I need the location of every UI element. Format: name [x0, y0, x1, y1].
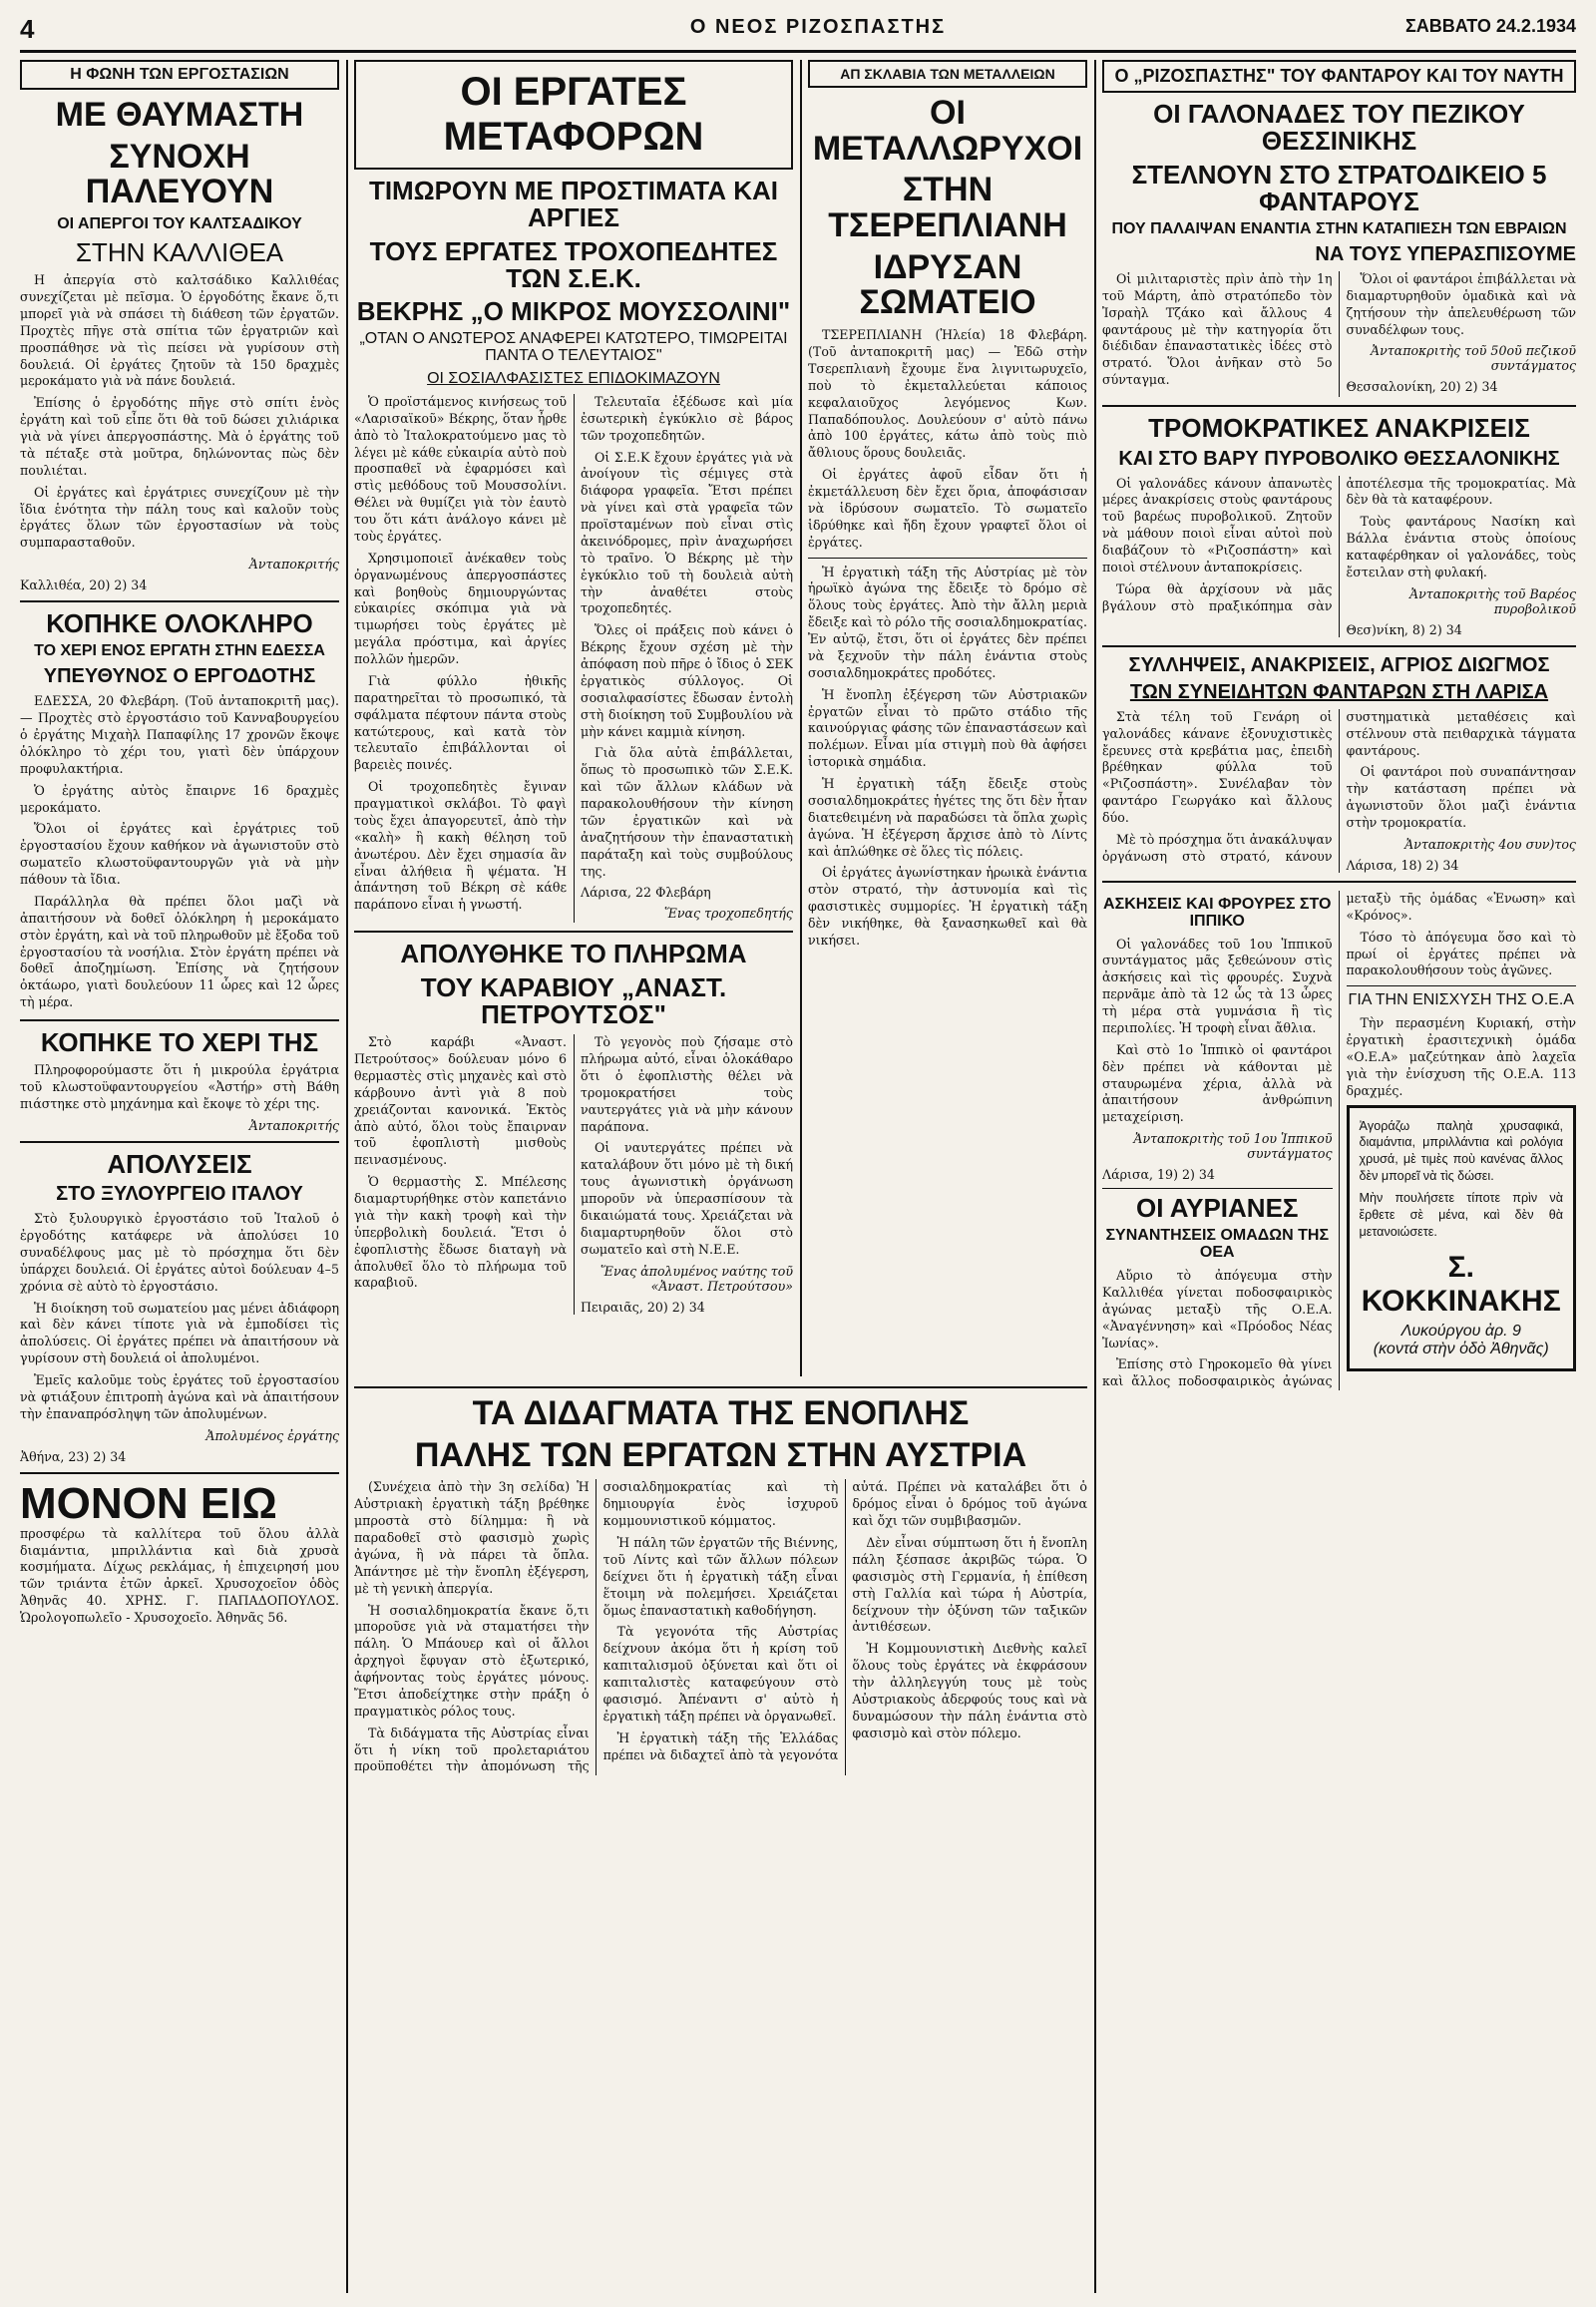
paragraph: Οἱ γαλονάδες κάνουν ἀπανωτὲς μέρες ἀνακρίσεις στοὺς φαντάρους τοῦ βαρέως πυροβολικοῦ. Ζητοῦν νὰ μάθουν ποιοὶ εἶναι αὐτοὶ ποὺ διαβάζουν τὸ «Ριζοσπάστη» καὶ ποιοὶ στέλνουν ἀνταποκρίσεις. [1102, 475, 1333, 575]
headline: ΣΤΕΛΝΟΥΝ ΣΤΟ ΣΤΡΑΤΟΔΙΚΕΙΟ 5 ΦΑΝΤΑΡΟΥΣ [1131, 159, 1547, 216]
paragraph: Δὲν εἶναι σύμπτωση ὅτι ἡ ἔνοπλη πάλη ξέσπασε ἀκριβῶς τώρα. Ὁ φασισμὸς στὴ Γερμανία, ἡ ἐπίθεση στὴ Γαλλία καὶ τώρα ἡ Αὐστρία, δείχνουν τὴν ὀξύνση τῶν ταξικῶν ἀντιθέσεων. [852, 1535, 1087, 1635]
paragraph: Τὴν περασμένη Κυριακή, στὴν ἐργατικὴ ἐρασιτεχνικὴ ὁμάδα «Ο.Ε.Α» μαζεύτηκαν ἀπὸ λαχεῖα γιὰ τὴν ἐνίσχυση τῆς Ο.Ε.Α. 113 δραχμές. [1346, 1015, 1576, 1098]
article-body [354, 1479, 1087, 1775]
section-title: ΑΠ ΣΚΛΑΒΙΑ ΤΩΝ ΜΕΤΑΛΛΕΙΩΝ [808, 60, 1087, 88]
advertisement-kokkinakis [1347, 1105, 1577, 1371]
column-3 [808, 60, 1087, 1376]
headline: ΟΙ ΓΑΛΟΝΑΔΕΣ ΤΟΥ ΠΕΖΙΚΟΥ ΘΕΣΣΙΝΙΚΗΣ [1153, 99, 1525, 157]
paragraph: Αὔριο τὸ ἀπόγευμα στὴν Καλλιθέα γίνεται ποδοσφαιρικὸς ἀγώνας μεταξὺ τῆς Ο.Ε.Α. «Ἀναγέννηση» καὶ «Πρόοδος Νέας Ἰωνίας». [1102, 1268, 1333, 1350]
article-larissa-arrests [1102, 655, 1576, 873]
divider [1347, 985, 1577, 986]
subheadline: ΣΤΗΝ ΚΑΛΛΙΘΕΑ [75, 236, 284, 267]
ad-address: Λυκούργου ἀρ. 9 [1400, 1322, 1521, 1340]
subheadline: ΟΙ ΣΟΣΙΑΛΦΑΣΙΣΤΕΣ ΕΠΙΔΟΚΙΜΑΖΟΥΝ [427, 370, 720, 388]
paragraph: ΤΣΕΡΕΠΛΙΑΝΗ (Ἠλεία) 18 Φλεβάρη. (Τοῦ ἀνταποκριτῆ μας) — Ἐδῶ στὴν Τσερεπλιανὴ ἔχουμε ἕνα λιγνιτωρυχεῖο, ποὺ τὸ ἐκμεταλλεύεται κάποιος κεφαλαιοῦχος λεγόμενος Κων. Παπαδόπουλος. Δουλεύουν σ' αὐτὸ πάνω ἀπὸ 100 ἐργάτες, κάτω ἀπὸ τοὺς πιὸ ἄθλιους ὅρους δουλειᾶς. [808, 327, 1087, 461]
headline: ΑΠΟΛΥΘΗΚΕ ΤΟ ΠΛΗΡΩΜΑ [400, 939, 747, 969]
headline: ΑΠΟΛΥΣΕΙΣ [107, 1148, 252, 1179]
article-body [354, 394, 793, 923]
signature: Ἀνταποκριτὴς τοῦ 1ου Ἱππικοῦ συντάγματος [1133, 1131, 1333, 1162]
divider [1102, 881, 1576, 883]
signature: Ἀνταποκριτής [248, 557, 339, 573]
dateline: Θεσ)νίκη, 8) 2) 34 [1346, 621, 1462, 637]
page-date: ΣΑΒΒΑΤΟ 24.2.1934 [1404, 16, 1576, 36]
article-edessa [20, 610, 339, 1011]
article-body [1102, 271, 1576, 397]
paragraph: Ὅλες οἱ πράξεις ποὺ κάνει ὁ Βέκρης ἔχουν σχέση μὲ τὴν ἀπόφαση ποὺ πῆρε ὁ ἴδιος ὁ ΣΕΚ ἐργατικὸς σύλλογος. Οἱ σοσιαλφασίστες ἔδωσαν ἐντολὴ στὴ διοίκηση τοῦ Συμβουλίου νὰ μὴν κάνει καμμιὰ κίνηση. [581, 622, 793, 739]
subheadline: ΥΠΕΥΘΥΝΟΣ Ο ΕΡΓΟΔΟΤΗΣ [43, 665, 316, 688]
divider [20, 1472, 339, 1474]
paragraph: Ὅλοι οἱ φαντάροι ἐπιβάλλεται νὰ διαμαρτυρηθοῦν ὁμαδικὰ καὶ νὰ ζητήσουν τὴν ἀπελευθέρωση τῶν συναδέλφων τους. [1346, 270, 1576, 337]
headline: ΓΙΑ ΤΗΝ ΕΝΙΣΧΥΣΗ ΤΗΣ Ο.Ε.Α [1348, 991, 1574, 1009]
dateline: Λάρισα, 18) 2) 34 [1346, 857, 1459, 873]
paragraph: Τελευταῖα ἐξέδωσε καὶ μία ἐσωτερικὴ ἐγκύκλιο σὲ βάρος τῶν τροχοπεδητῶν. [581, 393, 793, 443]
subheadline: ΣΥΝΑΝΤΗΣΕΙΣ ΟΜΑΔΩΝ ΤΗΣ ΟΕΑ [1105, 1227, 1330, 1262]
headline: ΜΕ ΘΑΥΜΑΣΤΗ [55, 96, 304, 134]
paragraph: Ἐπίσης ὁ ἐργοδότης πῆγε στὸ σπίτι ἑνὸς ἐργάτη καὶ τοῦ εἶπε ὅτι θὰ τοῦ δώσει χιλιάρικα γιὰ νὰ γίνει ἀπεργοσπάστης. Μὰ ὁ ἐργάτης τοῦ τὰ πέταξε στὰ μοῦτρα, δηλώνοντας πὼς δὲν πουλιέται. [20, 395, 339, 478]
divider [20, 600, 339, 602]
paragraph: Ὁ προϊστάμενος κινήσεως τοῦ «Λαρισαϊκοῦ» Βέκρης, ὅταν ἦρθε ἀπὸ τὸ Ἰταλοκρατούμενο μας τὸ λέγει μὲ κάθε εὐκαιρία αὐτὸ ποὺ προσπαθεῖ νὰ ἐφαρμόσει καὶ στὶς μεθόδους τοῦ Μουσσολίνι. Θέλει νὰ θυμίζει γιὰ τὸν ἑαυτὸ του ὅτι κάτι ἀνάλογο κάνει μὲ τοὺς ἐργάτες. [354, 393, 567, 544]
page-number: 4 [20, 14, 35, 44]
headline: ΑΣΚΗΣΕΙΣ ΚΑΙ ΦΡΟΥΡΕΣ ΣΤΟ ΙΠΠΙΚΟ [1103, 895, 1332, 930]
masthead [20, 10, 1576, 53]
subheadline: ΤΟ ΧΕΡΙ ΕΝΟΣ ΕΡΓΑΤΗ ΣΤΗΝ ΕΔΕΣΣΑ [34, 642, 325, 660]
paragraph: Οἱ μιλιταριστὲς πρὶν ἀπὸ τὴν 1η τοῦ Μάρτη, ἀπὸ στρατόπεδο τὸν Ἰσραὴλ Τζάκο καὶ ἄλλους 4 φαντάρους μὲ τὴν κατηγορία ὅτι διέδιδαν ἐπαναστατικὲς ἰδέες στὸ στρατό. Ὅλοι ἀνῆκαν στὸ 5ο σύνταγμα. [1102, 270, 1333, 388]
dateline: Πειραιᾶς, 20) 2) 34 [581, 1299, 705, 1315]
paragraph: Οἱ ναυτεργάτες πρέπει νὰ καταλάβουν ὅτι μόνο μὲ τὴ δική τους ἀγωνιστικὴ ὀργάνωση μποροῦν νὰ ὑπερασπίσουν τὰ δικαιώματά τους. Χρειάζεται νὰ διαμαρτυρηθοῦν ὅλοι στὸ σωματεῖο καὶ στὴ Ν.Ε.Ε. [581, 1140, 793, 1257]
paragraph: Ἡ ἐργατικὴ τάξη ἔδειξε στοὺς σοσιαλδημοκράτες ἡγέτες της ὅτι δὲν ἦταν διατεθειμένη νὰ παραδώσει τὰ ὅπλα χωρὶς ἀγώνα. Ἡ ἐξέγερση ἄρχισε ἀπὸ τὸ Λίντς καὶ ἁπλώθηκε σὲ ὅλες τὶς πόλεις. [808, 776, 1087, 859]
austria-lessons-article [354, 1386, 1087, 2293]
ad-name: Σ. ΚΟΚΚΙΝΑΚΗΣ [1361, 1250, 1561, 1318]
paragraph: ΕΔΕΣΣΑ, 20 Φλεβάρη. (Τοῦ ἀνταποκριτῆ μας). — Προχτὲς στὸ ἐργοστάσιο τοῦ Κανναβουργείου ὁ ἐργάτης Μιχαὴλ Παπαφίλης 17 χρονῶν ἔκοψε ὁλόκληρο τὸ χέρι του, γιατὶ δὲν ὑπάρχουν προφυλακτήρια. [20, 693, 339, 776]
paragraph: Οἱ ἐργάτες καὶ ἐργάτριες συνεχίζουν μὲ τὴν ἴδια ἑνότητα τὴν πάλη τους καὶ καλοῦν τοὺς ἐργάτες ὅλων τῶν ἐργοστασίων νὰ τοὺς συμπαρασταθοῦν. [20, 484, 339, 551]
article-terror-interrogations [1102, 415, 1576, 637]
paragraph: Ἡ ἐργατικὴ τάξη τῆς Αὐστρίας μὲ τὸν ἡρωϊκὸ ἀγώνα της ἔδειξε τὸ δρόμο σὲ ὅλους τοὺς ἐργάτες. Ἀπὸ τὴν ἄλλη μεριὰ ἔδειξε καὶ τὸ ρόλο τῆς σοσιαλδημοκρατίας. Ἐν αὐτῷ, ἔτσι, ὅτι οἱ ἐργάτες δὲν πρέπει νὰ ξεχνοῦν τὴν πάλη ἐνάντια στοὺς σοσιαλδημοκράτες προδότες. [808, 564, 1087, 680]
signature: Ἀνταποκριτὴς τοῦ Βαρέος πυροβολικοῦ [1408, 585, 1576, 616]
paragraph: Οἱ Σ.Ε.Κ ἔχουν ἐργάτες γιὰ νὰ ἀνοίγουν τὶς σέμιγες στὰ διάφορα γραφεῖα. Ἔτσι πρέπει νὰ γίνει καὶ στὰ γραφεῖα τῶν προϊσταμένων ποὺ εἶναι στὶς ἀκεινόδρομες, πρὶν ἀναχωρήσει τὸ τραῖνο. Ὁ Βέκρης μὲ τὴν ἐγκύκλιο τοῦ τὴ δουλειὰ αὐτὴ τὴν ἀναθέτει στοὺς τροχοπεδητές. [581, 449, 793, 616]
paragraph: Ἡ ἐργατικὴ τάξη τῆς Ἑλλάδας πρέπει νὰ διδαχτεῖ ἀπὸ τὰ γεγονότα αὐτά. Πρέπει νὰ καταλάβει ὅτι ὁ δρόμος εἶναι ὁ δρόμος τοῦ ἀγώνα καὶ ὄχι τῶν συμβιβασμῶν. [602, 1479, 1087, 1762]
paragraph: Παράλληλα θὰ πρέπει ὅλοι μαζὶ νὰ ἀπαιτήσουν νὰ δοθεῖ ὁλόκληρη ἡ μεροκάματο στὸν ἐργάτη, καὶ νὰ τοῦ πληρωθοῦν μὲ ἔξοδα τοῦ ἐργοστασίου τὰ νοσήλια. Στὸν ἐργάτη πρέπει νὰ δοθεῖ ἀποζημίωση. Ἐπίσης νὰ ζητήσουν ὀκτάωρο, γιατὶ δουλεύουν 11 ὧρες καὶ 12 ὧρες τὴ μέρα. [20, 893, 339, 1010]
paragraph: Τώρα θὰ ἀρχίσουν νὰ μᾶς βγάλουν στὸ πραξικόπημα σὰν ἀποτέλεσμα τῆς τρομοκρατίας. Μὰ δὲν θὰ τὰ καταφέρουν. [1102, 475, 1576, 613]
subheadline: ΟΙ ΑΠΕΡΓΟΙ ΤΟΥ ΚΑΛΤΣΑΔΙΚΟΥ [57, 215, 302, 233]
headline: ΟΙ ΜΕΤΑΛΛΩΡΥΧΟΙ [812, 94, 1083, 168]
paragraph: Οἱ ἐργάτες ἀγωνίστηκαν ἡρωικὰ ἐνάντια στὸν στρατό, τὴν ἀστυνομία καὶ τὶς φασιστικὲς συμμορίες. Ἡ ἐργατικὴ τάξη δὲν νικήθηκε, θὰ ξανασηκωθεῖ καὶ θὰ νικήσει. [808, 865, 1087, 948]
column-rule [346, 60, 348, 2293]
paragraph: Γιὰ φύλλο ἠθικῆς παρατηρεῖται τὸ προσωπικό, τὰ σφάλματα πέφτουν πάντα στοὺς κατώτερους, καὶ κατὰ τὸν τελευταῖο ἐπιβάλλονται οἱ βαρειὲς ποινές. [354, 672, 567, 773]
paragraph: Τόσο τὸ ἀπόγευμα ὅσο καὶ τὸ πρωί οἱ ἐργάτες πρέπει νὰ παρακολουθήσουν τοὺς ἀγῶνες. [1346, 929, 1576, 978]
paragraph: Ὁ ἐργάτης αὐτὸς ἔπαιρνε 16 δραχμὲς μεροκάματο. [20, 782, 339, 815]
subheadline: „ΟΤΑΝ Ο ΑΝΩΤΕΡΟΣ ΑΝΑΦΕΡΕΙ ΚΑΤΩΤΕΡΟ, ΤΙΜΩΡΕΙΤΑΙ ΠΑΝΤΑ Ο ΤΕΛΕΥΤΑΙΟΣ" [359, 330, 788, 365]
paragraph: Στὸ καράβι «Ἀναστ. Πετρούτσος» δούλευαν μόνο 6 θερμαστὲς στὶς μηχανὲς καὶ στὸ κάρβουνο ἀντὶ γιὰ 8 ποὺ χρειάζονται κανονικά. Ἐκτὸς ἀπὸ αὐτό, ὅλοι τοὺς ἔπαιρναν τοῦ ἐφοπλιστὴ μισθοὺς πεινασμένους. [354, 1034, 567, 1168]
signature: Ἀνταποκριτὴς 4ου συν)τος [1404, 836, 1576, 852]
ad-text: Μὴν πουλήσετε τίποτε πρὶν νὰ ἔρθετε σὲ μένα, καὶ δὲν θὰ μετανοιώσετε. [1359, 1191, 1563, 1239]
divider [20, 1141, 339, 1143]
article-transport-workers [354, 178, 793, 923]
headline: ΤΙΜΩΡΟΥΝ ΜΕ ΠΡΟΣΤΙΜΑΤΑ ΚΑΙ ΑΡΓΙΕΣ [368, 176, 779, 233]
headline: ΣΥΛΛΗΨΕΙΣ, ΑΝΑΚΡΙΣΕΙΣ, ΑΓΡΙΟΣ ΔΙΩΓΜΟΣ [1128, 653, 1550, 676]
paragraph: Ἡ σοσιαλδημοκρατία ἔκανε ὅ,τι μποροῦσε γιὰ νὰ σταματήσει τὴν πάλη. Ὁ Μπάουερ καὶ οἱ ἄλλοι ἀρχηγοὶ ἔφυγαν στὸ ἐξωτερικό, ἀφήνοντας τοὺς ἐργάτες μόνους. Ἔτσι ἀποδείχτηκε στὴν πράξη ὁ πραγματικὸς ρόλος τους. [354, 1602, 590, 1719]
column-rule [800, 60, 802, 1376]
article-hand [20, 1029, 339, 1133]
paragraph: Οἱ ἐργάτες ἀφοῦ εἶδαν ὅτι ἡ ἐκμετάλλευση δὲν ἔχει ὅρια, ἀποφάσισαν νὰ ἱδρύσουν σωματεῖο. Τὸ σωματεῖο ἱδρύθηκε καὶ ἤδη ἔχουν γραφτεῖ ὅλοι οἱ ἐργάτες. [808, 467, 1087, 550]
paragraph: Ἡ πάλη τῶν ἐργατῶν τῆς Βιέννης, τοῦ Λίντς καὶ τῶν ἄλλων πόλεων δείχνει ὅτι ἡ ἐργατικὴ τάξη εἶναι ἕτοιμη νὰ πολεμήσει. Χρειάζεται ὅμως ἐπαναστατικὴ καθοδήγηση. [602, 1535, 839, 1618]
paragraph: Οἱ γαλονάδες τοῦ 1ου Ἱππικοῦ συντάγματος μᾶς ξεθεώνουν στὶς ἀσκήσεις καὶ τὶς φρουρές. Συχνὰ περνᾶμε ἀπὸ τὰ 12 ὧς τὰ 13 ὧρες τὴ μέρα στὰ γυμνάσια ἢ τὶς περιπολίες. Ἡ τροφὴ εἶναι ἄθλια. [1102, 936, 1333, 1035]
column-1 [20, 60, 339, 2293]
ad-headline: ΜΟΝΟΝ ΕΙΩ [20, 1478, 277, 1528]
banner-title: ΟΙ ΕΡΓΑΤΕΣ ΜΕΤΑΦΟΡΩΝ [354, 60, 793, 170]
paragraph: (Συνέχεια ἀπὸ τὴν 3η σελίδα) Ἡ Αὐστριακὴ ἐργατικὴ τάξη βρέθηκε μπροστὰ στὸ δίλημμα: ἢ νὰ παραδοθεῖ στὸ φασισμὸ χωρὶς ἀγώνα, ἢ νὰ πάρει τὰ ὅπλα. Ἀπάντησε μὲ τὴν ἔνοπλη ἐξέγερση, μὲ τὴ γενικὴ ἀπεργία. [354, 1479, 590, 1596]
paragraph: Ἐπίσης στὸ Γηροκομεῖο θὰ γίνει καὶ ἄλλος ποδοσφαιρικὸς ἀγώνας μεταξὺ τῆς ὁμάδας «Ἑνωση» καὶ «Κρόνος». [1102, 890, 1576, 1389]
section-title: Η ΦΩΝΗ ΤΩΝ ΕΡΓΟΣΤΑΣΙΩΝ [20, 60, 339, 90]
divider [808, 558, 1087, 559]
article-dismissals [20, 1148, 339, 1464]
divider [20, 1019, 339, 1021]
paragraph: Γιὰ ὅλα αὐτὰ ἐπιβάλλεται, ὅπως τὸ προσωπικὸ τῶν Σ.Ε.Κ. καὶ τῶν ἄλλων κλάδων νὰ παρακολουθήσουν τὴν κίνηση τῶν ἐργατικῶν καὶ νὰ ἀναζητήσουν τὴν ἐπαναστατικὴ παράταξη καὶ τοὺς συμβούλους της. [581, 745, 793, 879]
headline: ΣΤΗΝ ΤΣΕΡΕΠΛΙΑΝΗ [828, 171, 1067, 245]
headline: ΟΙ ΑΥΡΙΑΝΕΣ [1135, 1193, 1299, 1224]
column-2 [354, 60, 793, 1376]
headline: ΤΟΥ ΚΑΡΑΒΙΟΥ „ΑΝΑΣΤ. ΠΕΤΡΟΥΤΣΟΣ" [420, 971, 727, 1029]
article-miners [808, 96, 1087, 552]
column-rule [1094, 60, 1096, 2293]
paragraph: Στὰ τέλη τοῦ Γενάρη οἱ γαλονάδες κάνανε ἐξονυχιστικὲς ἔρευνες στὰ κρεβάτια μας, ἐπειδὴ βρέθηκαν φύλλα τοῦ «Ριζοσπάστη». Συνέλαβαν τὸν φαντάρο Γεωργάκο καὶ ἄλλους δύο. [1102, 708, 1333, 826]
headline: ΤΟΥΣ ΕΡΓΑΤΕΣ ΤΡΟΧΟΠΕΔΗΤΕΣ ΤΩΝ Σ.Ε.Κ. [369, 235, 778, 293]
signature: Ἀπολυμένος ἐργάτης [205, 1427, 339, 1443]
headline: ΚΟΠΗΚΕ ΟΛΟΚΛΗΡΟ [46, 608, 313, 639]
subheadline: ΝΑ ΤΟΥΣ ΥΠΕΡΑΣΠΙΣΟΥΜΕ [1315, 242, 1576, 265]
paragraph: Ὅλοι οἱ ἐργάτες καὶ ἐργάτριες τοῦ ἐργοστασίου ἔχουν καθήκον νὰ ἀγωνιστοῦν στὸ σωματεῖο κλωστοϋφαντουργῶν γιὰ νὰ μὴν πάθουν τὰ ἴδια. [20, 821, 339, 887]
headline: ΒΕΚΡΗΣ „Ο ΜΙΚΡΟΣ ΜΟΥΣΣΟΛΙΝΙ" [356, 296, 791, 327]
column-4 [1102, 60, 1576, 2293]
subheadline: ΚΑΙ ΣΤΟ ΒΑΡΥ ΠΥΡΟΒΟΛΙΚΟ ΘΕΣΣΑΛΟΝΙΚΗΣ [1118, 447, 1560, 470]
article-soldiers-tribunal [1102, 101, 1576, 397]
paragraph: Η ἀπεργία στὸ καλτσάδικο Καλλιθέας συνεχίζεται μὲ πεῖσμα. Ὁ ἐργοδότης ἔκανε ὅ,τι μπορεῖ γιὰ νὰ σπάσει τὴ διάθεση τῶν ἐργατῶν. Προχτὲς πῆγε στὰ σπίτια τῶν ἐργατριῶν καὶ προσπάθησε νὰ τὶς πείσει νὰ γυρίσουν στὴ δουλειά. Οἱ ἐργάτες ζητοῦν τὰ 150 δραχμὲς μεροκάματο γιὰ νὰ πάνε δουλειά. [20, 272, 339, 389]
paragraph: Ἡ ἔνοπλη ἐξέγερση τῶν Αὐστριακῶν ἐργατῶν εἶναι τὸ πρῶτο στάδιο τῆς καινούργιας φάσης τῶν ἐπαναστάσεων καὶ πολέμων. Εἶναι μία στιγμὴ ποὺ θὰ ἀφήσει ἱστορικὰ σημάδια. [808, 686, 1087, 770]
paragraph: Οἱ φαντάροι ποὺ συναπάντησαν τὴν κατάσταση πρέπει νὰ ἀγωνιστοῦν ὅλοι μαζὶ ἐνάντια στὴν τρομοκρατία. [1346, 764, 1576, 831]
paragraph: Τὸ γεγονὸς ποὺ ζήσαμε στὸ πλήρωμα αὐτό, εἶναι ὁλοκάθαρο ὅτι ὁ ἐφοπλιστὴς θέλει νὰ τρομοκρατήσει τοὺς ναυτεργάτες γιὰ νὰ μὴν κάνουν παράπονα. [581, 1034, 793, 1134]
signature: Ἕνας ἀπολυμένος ναύτης τοῦ «Ἀναστ. Πετρούτσου» [599, 1263, 793, 1294]
advertisement-jeweler [20, 1478, 339, 1627]
article-body [1102, 709, 1576, 873]
divider [1102, 1188, 1333, 1189]
subheadline: ΣΤΟ ΞΥΛΟΥΡΓΕΙΟ ΙΤΑΛΟΥ [56, 1183, 303, 1206]
headline: ΚΟΠΗΚΕ ΤΟ ΧΕΡΙ ΤΗΣ [40, 1027, 319, 1057]
paragraph: Ἡ Κομμουνιστικὴ Διεθνὴς καλεῖ ὅλους τοὺς ἐργάτες νὰ ἐκφράσουν τὴν ἀλληλεγγύη τους μὲ τοὺς Αὐστριακοὺς ἀδερφούς τους καὶ νὰ δυναμώσουν τὴν πάλη ἐνάντια στὸ φασισμὸ καὶ στὸν πόλεμο. [852, 1641, 1087, 1740]
divider [354, 931, 793, 933]
article-body [1102, 476, 1576, 637]
subheadline: ΠΟΥ ΠΑΛΑΙΨΑΝ ΕΝΑΝΤΙΑ ΣΤΗΝ ΚΑΤΑΠΙΕΣΗ ΤΩΝ ΕΒΡΑΙΩΝ [1111, 220, 1567, 238]
ad-text: προσφέρω τὰ καλλίτερα τοῦ ὅλου ἀλλὰ διαμάντια, μπριλλάντια καὶ διὰ χρυσὰ κοσμήματα. Δίχως ρεκλάμας, ἡ ἐπιχειρησή μου τῶν τριάντα ἐτῶν ἀρκεῖ. Χρυσοχοεῖον ὁδὸς Ἀθηνᾶς 40. ΧΡΗΣ. Γ. ΠΑΠΑΔΟΠΟΥΛΟΣ. Ὡρολογοπωλεῖο - Χρυσοχοεῖο. Ἀθηνᾶς 56. [20, 1525, 339, 1626]
article-cavalry [1102, 897, 1333, 1182]
paragraph: Ἐμεῖς καλοῦμε τοὺς ἐργάτες τοῦ ἐργοστασίου νὰ φτιάξουν ἐπιτροπὴ ἀγώνα καὶ νὰ ἀπαιτήσουν τὴν ἐπαναπρόσληψη τῶν ἀπολυμένων. [20, 1372, 339, 1421]
lower-columns [1102, 891, 1576, 1390]
dateline: Λάρισα, 19) 2) 34 [1102, 1167, 1215, 1183]
dateline: Καλλιθέα, 20) 2) 34 [20, 577, 148, 593]
dateline: Θεσσαλονίκη, 20) 2) 34 [1346, 379, 1498, 395]
article-austria-continued [808, 565, 1087, 950]
paragraph: Ἡ διοίκηση τοῦ σωματείου μας μένει ἀδιάφορη καὶ δὲν κάνει τίποτε γιὰ νὰ ἐμποδίσει τὶς ἀπολύσεις. Οἱ ἐργάτες πρέπει νὰ ἀπαιτήσουν νὰ γυρίσουν στὴ δουλειά οἱ ἀπολυμένοι. [20, 1300, 339, 1366]
article-kallithea [20, 98, 339, 592]
divider [354, 1386, 1087, 1388]
headline: ΤΡΟΜΟΚΡΑΤΙΚΕΣ ΑΝΑΚΡΙΣΕΙΣ [1148, 413, 1530, 444]
paragraph: Καὶ στὸ 1ο Ἱππικὸ οἱ φαντάροι δὲν πρέπει νὰ κάθονται μὲ σταυρωμένα χέρια, ἀλλὰ νὰ ἀπαιτήσουν ἀνθρώπινη μεταχείριση. [1102, 1041, 1333, 1125]
headline: ΠΑΛΗΣ ΤΩΝ ΕΡΓΑΤΩΝ ΣΤΗΝ ΑΥΣΤΡΙΑ [414, 1435, 1027, 1474]
ad-address: (κοντά στὴν ὁδὸ Ἀθηνᾶς) [1373, 1340, 1549, 1357]
signature: Ἀνταποκριτὴς τοῦ 50οῦ πεζικοῦ συντάγματος [1370, 343, 1576, 374]
article-oea-support [1347, 992, 1577, 1099]
paragraph: Ὁ θερμαστὴς Σ. Μπέλεσης διαμαρτυρήθηκε στὸν καπετάνιο γιὰ τὴν κακὴ τροφὴ καὶ τὴν ὑπερβολικὴ δουλειά. Ἔτσι ὁ ἐφοπλιστὴς ἔδωσε διαταγὴ νὰ ἀπολυθεῖ ὅλο τὸ πλήρωμα τοῦ καραβιοῦ. [354, 1174, 567, 1291]
section-title: Ο „ΡΙΖΟΣΠΑΣΤΗΣ" ΤΟΥ ΦΑΝΤΑΡΟΥ ΚΑΙ ΤΟΥ ΝΑΥΤΗ [1102, 60, 1576, 93]
dateline: Λάρισα, 22 Φλεβάρη [581, 885, 711, 901]
paragraph: Πληροφορούμαστε ὅτι ἡ μικρούλα ἐργάτρια τοῦ κλωστοϋφαντουργείου «Ἀστήρ» στὴ Βάθη πιάστηκε στὸ μηχάνημα καὶ ἔκοψε τὸ χέρι της. [20, 1062, 339, 1112]
divider [1102, 405, 1576, 407]
paragraph: Μὲ τὸ πρόσχημα ὅτι ἀνακάλυψαν ὀργάνωση στὸ στρατό, κάνουν συστηματικὰ μεταθέσεις καὶ στέλνουν στὰ πειθαρχικὰ τάγματα φαντάρους. [1102, 708, 1576, 864]
paper-name: Ο ΝΕΟΣ ΡΙΖΟΣΠΑΣΤΗΣ [689, 16, 947, 38]
paragraph: Τοὺς φαντάρους Νασίκη καὶ Βάλλα ἐνάντια στοὺς ὁποίους καταφέρθηκαν οἱ γαλονάδες, τοὺς ἔστειλαν στὴ φυλακή. [1346, 514, 1576, 579]
headline: ΤΑ ΔΙΔΑΓΜΑΤΑ ΤΗΣ ΕΝΟΠΛΗΣ [472, 1394, 970, 1432]
headline: ΣΥΝΟΧΗ ΠΑΛΕΥΟΥΝ [85, 137, 274, 211]
article-body [354, 1034, 793, 1314]
ad-text: Ἀγοράζω παληὰ χρυσαφικά, διαμάντια, μπριλλάντια καὶ ρολόγια χρυσά, μὲ τιμὲς ποὺ κανένας ἄλλος δὲν μπορεῖ νὰ τὶς δώσει. [1359, 1118, 1563, 1184]
signature: Ἕνας τροχοπεδητής [663, 906, 793, 922]
paragraph: Τὰ διδάγματα τῆς Αὐστρίας εἶναι ὅτι ἡ νίκη τοῦ προλεταριάτου προϋποθέτει τὴν ἀπομόνωση τῆς σοσιαλδημοκρατίας καὶ τὴ δημιουργία ἑνὸς ἰσχυροῦ κομμουνιστικοῦ κόμματος. [354, 1479, 839, 1774]
paragraph: Οἱ τροχοπεδητὲς ἔγιναν πραγματικοὶ σκλάβοι. Τὸ φαγὶ τοὺς ἔχει ἀπαγορευτεῖ, ἀπὸ τὴν «καλὴ» ἢ κακὴ θέληση τοῦ ἀνωτέρου. Δὲν ἔχει σημασία ἂν εἶναι ἀλήθεια ἢ ψέματα. Ἡ ἀπάντηση τοῦ Βέκρη σὲ κάθε παράπονο εἶναι ἡ γνωστή. [354, 779, 567, 913]
article-ship-crew [354, 941, 793, 1314]
paragraph: Χρησιμοποιεῖ ἀνέκαθεν τοὺς ὀργανωμένους ἀπεργοσπάστες καὶ βοηθοὺς δημιουργώντας εὐκαιρίες σκόπιμα γιὰ νὰ τιμωρήσει τοὺς ἐργάτες μὲ μεγάλα πρόστιμα, καὶ ἀργίες πολλῶν ἡμερῶν. [354, 550, 567, 666]
paragraph: Στὸ ξυλουργικὸ ἐργοστάσιο τοῦ Ἰταλοῦ ὁ ἐργοδότης κατάφερε νὰ ἀπολύσει 10 συναδέλφους μας μὲ τὸ πρόσχημα ὅτι δὲν ὑπάρχει δουλειά. Οἱ ἐργάτες αὐτοὶ δούλευαν 4–5 χρόνια σὲ αὐτὸ τὸ ἐργοστάσιο. [20, 1211, 339, 1294]
headline: ΙΔΡΥΣΑΝ ΣΩΜΑΤΕΙΟ [859, 247, 1036, 322]
dateline: Ἀθήνα, 23) 2) 34 [20, 1448, 127, 1464]
subheadline: ΤΩΝ ΣΥΝΕΙΔΗΤΩΝ ΦΑΝΤΑΡΩΝ ΣΤΗ ΛΑΡΙΣΑ [1129, 680, 1549, 703]
signature: Ἀνταποκριτής [248, 1117, 339, 1133]
divider [1102, 645, 1576, 647]
paragraph: Τὰ γεγονότα τῆς Αὐστρίας δείχνουν ἀκόμα ὅτι ἡ κρίση τοῦ καπιταλισμοῦ ὀξύνεται καὶ ὅτι οἱ καπιταλιστὲς καταφεύγουν στὸ φασισμό. Ἀπέναντι σ' αὐτὸ ἡ ἐργατικὴ τάξη πρέπει νὰ ὀργανωθεῖ. [602, 1624, 839, 1724]
